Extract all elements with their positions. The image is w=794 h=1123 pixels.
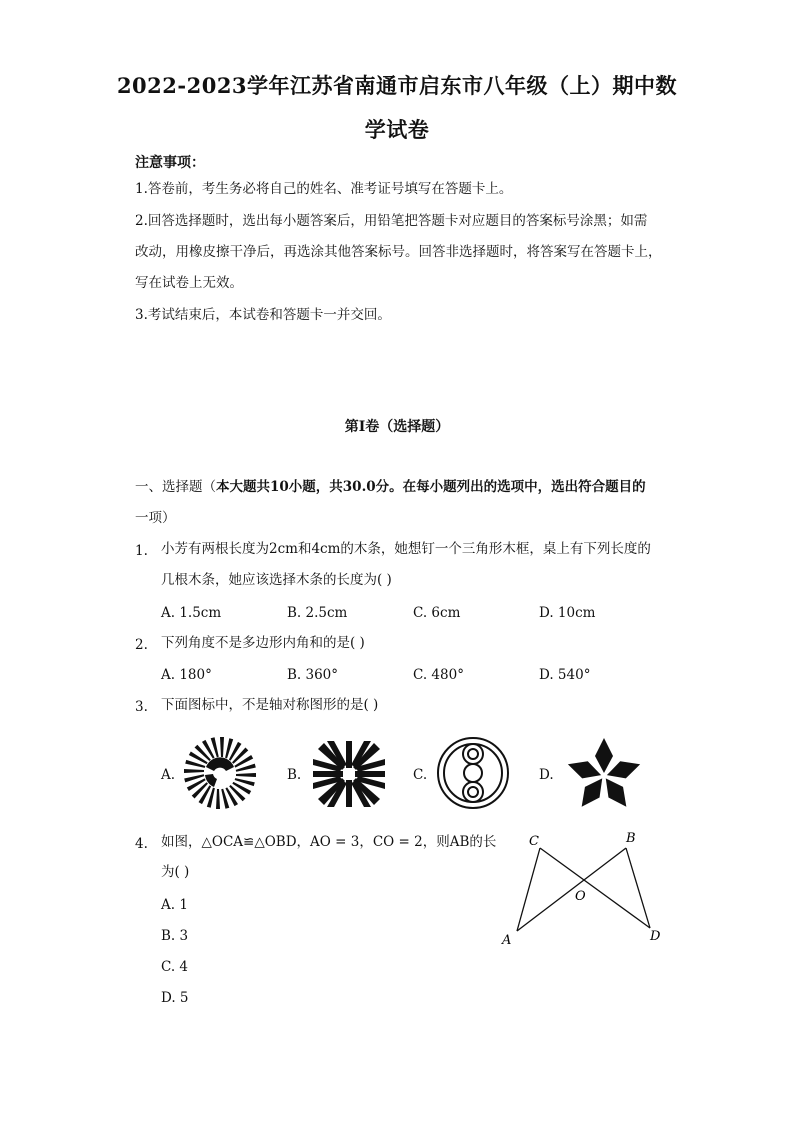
label-d: D — [650, 929, 661, 944]
notice-line-2: 2.回答选择题时，选出每小题答案后，用铅笔把答题卡对应题目的答案标号涂黑；如需 — [135, 213, 648, 229]
notice-line-5: 3.考试结束后，本试卷和答题卡一并交回。 — [135, 307, 391, 323]
page-title-line2: 学试卷 — [364, 117, 430, 142]
question-number: 2. — [135, 637, 148, 653]
question-4-line1: 如图，△OCA≌△OBD，AO = 3，CO = 2，则AB的长 — [161, 834, 497, 850]
part-title: 第I卷（选择题） — [344, 419, 450, 435]
q4-option-d[interactable]: D. 5 — [161, 990, 189, 1006]
segment-cd — [540, 848, 650, 928]
label-o: O — [575, 889, 586, 904]
q2-option-b[interactable]: B. 360° — [287, 667, 339, 683]
page-title-line1: 2022-2023学年江苏省南通市启东市八年级（上）期中数 — [116, 73, 678, 98]
q2-option-c[interactable]: C. 480° — [413, 667, 464, 683]
notice-label: 注意事项： — [135, 155, 205, 171]
label-b: B — [626, 831, 636, 846]
q1-option-c[interactable]: C. 6cm — [413, 605, 461, 621]
question-number: 1. — [135, 543, 148, 559]
q4-option-a[interactable]: A. 1 — [161, 897, 188, 913]
q2-option-d[interactable]: D. 540° — [539, 667, 591, 683]
segment-bd — [626, 848, 650, 928]
q3-option-a[interactable]: A. — [161, 767, 176, 783]
q1-option-b[interactable]: B. 2.5cm — [287, 605, 348, 621]
notice-line-3: 改动，用橡皮擦干净后，再选涂其他答案标号。回答非选择题时，将答案写在答题卡上， — [135, 244, 662, 260]
question-3-line1: 下面图标中，不是轴对称图形的是( ) — [161, 697, 379, 713]
five-rhombus-star-icon — [562, 734, 646, 812]
question-number: 3. — [135, 699, 148, 715]
notice-line-4: 写在试卷上无效。 — [135, 275, 243, 291]
section-heading-prefix: 一、选择题（ — [135, 479, 216, 495]
section-heading-line2: 一项） — [135, 510, 176, 526]
notice-line-1: 1.答卷前，考生务必将自己的姓名、准考证号填写在答题卡上。 — [135, 181, 513, 197]
question-1-line1: 小芳有两根长度为2cm和4cm的木条，她想钉一个三角形木框，桌上有下列长度的 — [161, 541, 651, 557]
question-1-line2: 几根木条，她应该选择木条的长度为( ) — [161, 572, 392, 588]
q2-option-a[interactable]: A. 180° — [161, 667, 212, 683]
segment-ac — [517, 848, 540, 931]
label-a: A — [502, 933, 512, 948]
sunburst-icon — [183, 736, 257, 810]
segment-ab — [517, 848, 626, 931]
triangle-figure — [498, 826, 670, 948]
question-number: 4. — [135, 836, 148, 852]
nested-circles-icon — [436, 736, 510, 810]
q1-option-a[interactable]: A. 1.5cm — [161, 605, 222, 621]
section-heading-bold: 本大题共10小题，共30.0分。在每小题列出的选项中，选出符合题目的 — [216, 479, 646, 495]
q4-option-b[interactable]: B. 3 — [161, 928, 189, 944]
q4-option-c[interactable]: C. 4 — [161, 959, 189, 975]
question-4-line2: 为( ) — [161, 864, 190, 880]
question-2-line1: 下列角度不是多边形内角和的是( ) — [161, 635, 365, 651]
q3-option-d[interactable]: D. — [539, 767, 554, 783]
label-c: C — [529, 834, 539, 849]
q3-option-b[interactable]: B. — [287, 767, 302, 783]
q1-option-d[interactable]: D. 10cm — [539, 605, 596, 621]
q3-option-c[interactable]: C. — [413, 767, 428, 783]
asterisk-star-icon — [312, 740, 386, 808]
section-heading — [135, 481, 646, 495]
